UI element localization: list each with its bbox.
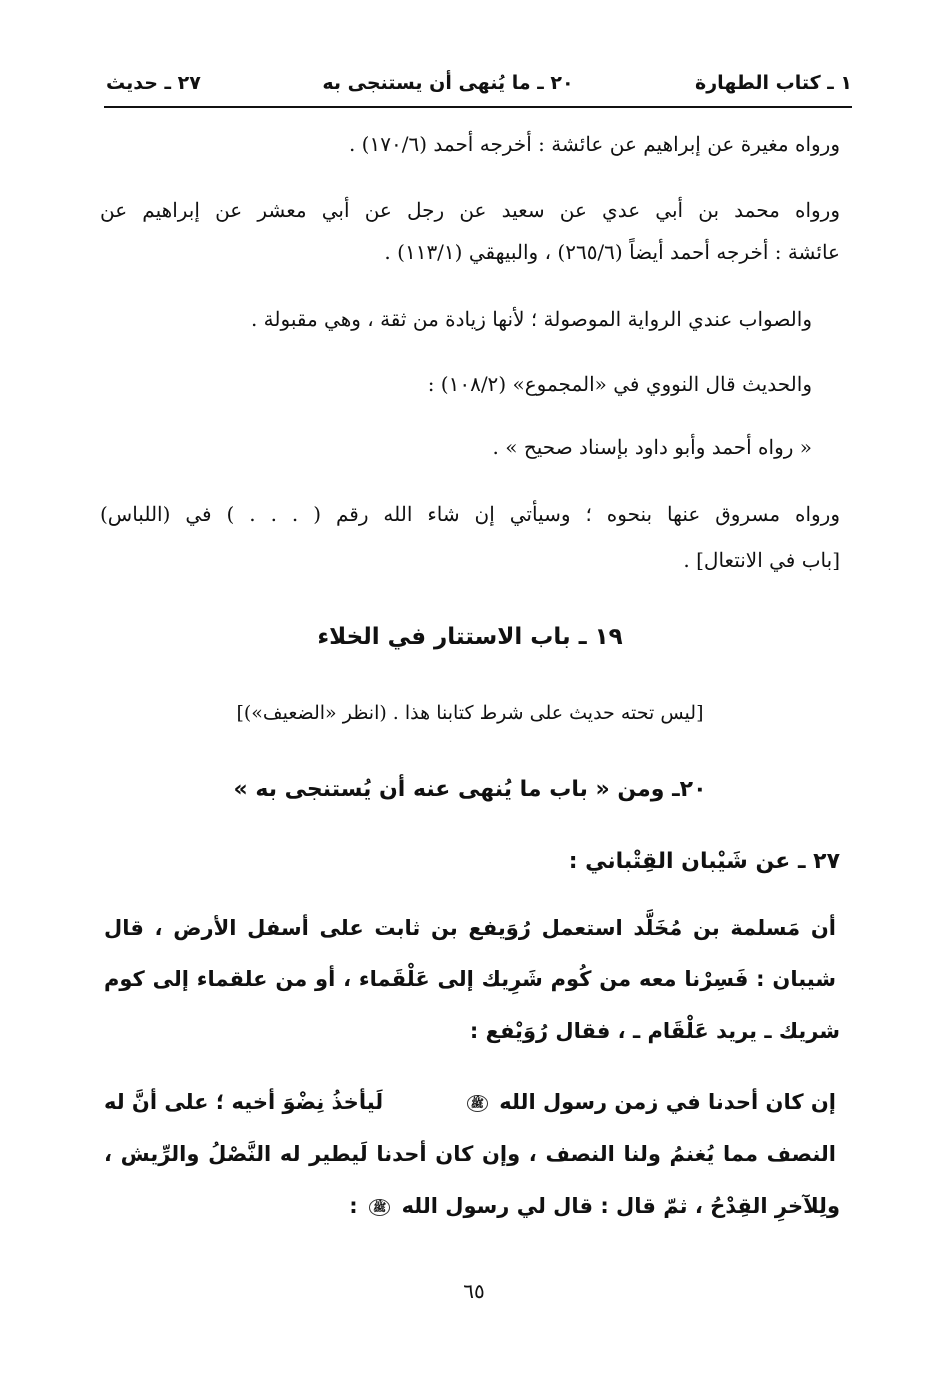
hadith-text bbox=[463, 1092, 836, 1113]
hadith-text: لَيأخذُ نِضْوَ أخيه ؛ على أنَّ له bbox=[104, 1090, 384, 1114]
hadith-text-part: ولِلآخرِ القِدْحُ ، ثمّ قال : قال لي رسول الله bbox=[401, 1194, 840, 1218]
paragraph-line: والحديث قال النووي في «المجموع» (١٠٨/٢) : bbox=[427, 372, 812, 396]
salutation-icon: ﷺ bbox=[369, 1199, 390, 1216]
page-number: ٦٥ bbox=[463, 1279, 485, 1303]
header-rule bbox=[104, 106, 852, 108]
hadith-line: شريك ـ يريد عَلْقَام ـ ، فقال رُوَيْفع : bbox=[469, 1019, 840, 1043]
paragraph-line: عائشة : أخرجه أحمد أيضاً (٢٦٥/٦) ، والبيهقي (١١٣/١) . bbox=[384, 240, 840, 264]
section-heading: ١٩ ـ باب الاستتار في الخلاء bbox=[317, 624, 623, 650]
hadith-text-part: : bbox=[349, 1194, 358, 1218]
section-note: [ليس تحته حديث على شرط كتابنا هذا . (انظر «الضعيف»)] bbox=[236, 702, 704, 724]
running-head-hadith: ٢٧ ـ حديث bbox=[106, 72, 201, 94]
paragraph-line: ورواه مغيرة عن إبراهيم عن عائشة : أخرجه أحمد (١٧٠/٦) . bbox=[348, 132, 840, 156]
hadith-line: شيبان : فَسِرْنا معه من كُوم شَرِيك إلى عَلْقَماء ، أو من علقماء إلى كوم bbox=[104, 967, 836, 991]
running-head bbox=[106, 60, 852, 106]
paragraph-line: [باب في الانتعال] . bbox=[683, 548, 840, 572]
salutation-icon: ﷺ bbox=[467, 1095, 488, 1112]
hadith-line: النصف مما يُغنمُ ولنا النصف ، وإن كان أحدنا لَيطير له النَّصْلُ والرِّيش ، bbox=[104, 1142, 836, 1166]
hadith-text-part: إن كان أحدنا في زمن رسول الله bbox=[499, 1090, 836, 1114]
hadith-line bbox=[100, 1196, 840, 1217]
running-head-chapter: ٢٠ ـ ما يُنهى أن يستنجى به bbox=[322, 72, 574, 94]
paragraph-line: والصواب عندي الرواية الموصولة ؛ لأنها زيادة من ثقة ، وهي مقبولة . bbox=[250, 307, 812, 331]
quote-line: « رواه أحمد وأبو داود بإسناد صحيح » . bbox=[492, 435, 812, 459]
running-head-book: ١ ـ كتاب الطهارة bbox=[695, 72, 852, 94]
paragraph-line: ورواه محمد بن أبي عدي عن سعيد عن رجل عن أبي معشر عن إبراهيم عن bbox=[100, 198, 840, 222]
hadith-line: أن مَسلمة بن مُخَلَّد استعمل رُوَيفع بن ثابت على أسفل الأرض ، قال bbox=[104, 916, 836, 940]
paragraph-line: ورواه مسروق عنها بنحوه ؛ وسيأتي إن شاء الله رقم ( . . . ) في (اللباس) bbox=[100, 502, 840, 526]
hadith-number: ٢٧ ـ عن شَيْبان القِتْباني : bbox=[568, 849, 840, 874]
hadith-line bbox=[104, 1092, 836, 1113]
chapter-heading: ٢٠ـ ومن « باب ما يُنهى عنه أن يُستنجى به » bbox=[233, 777, 707, 802]
